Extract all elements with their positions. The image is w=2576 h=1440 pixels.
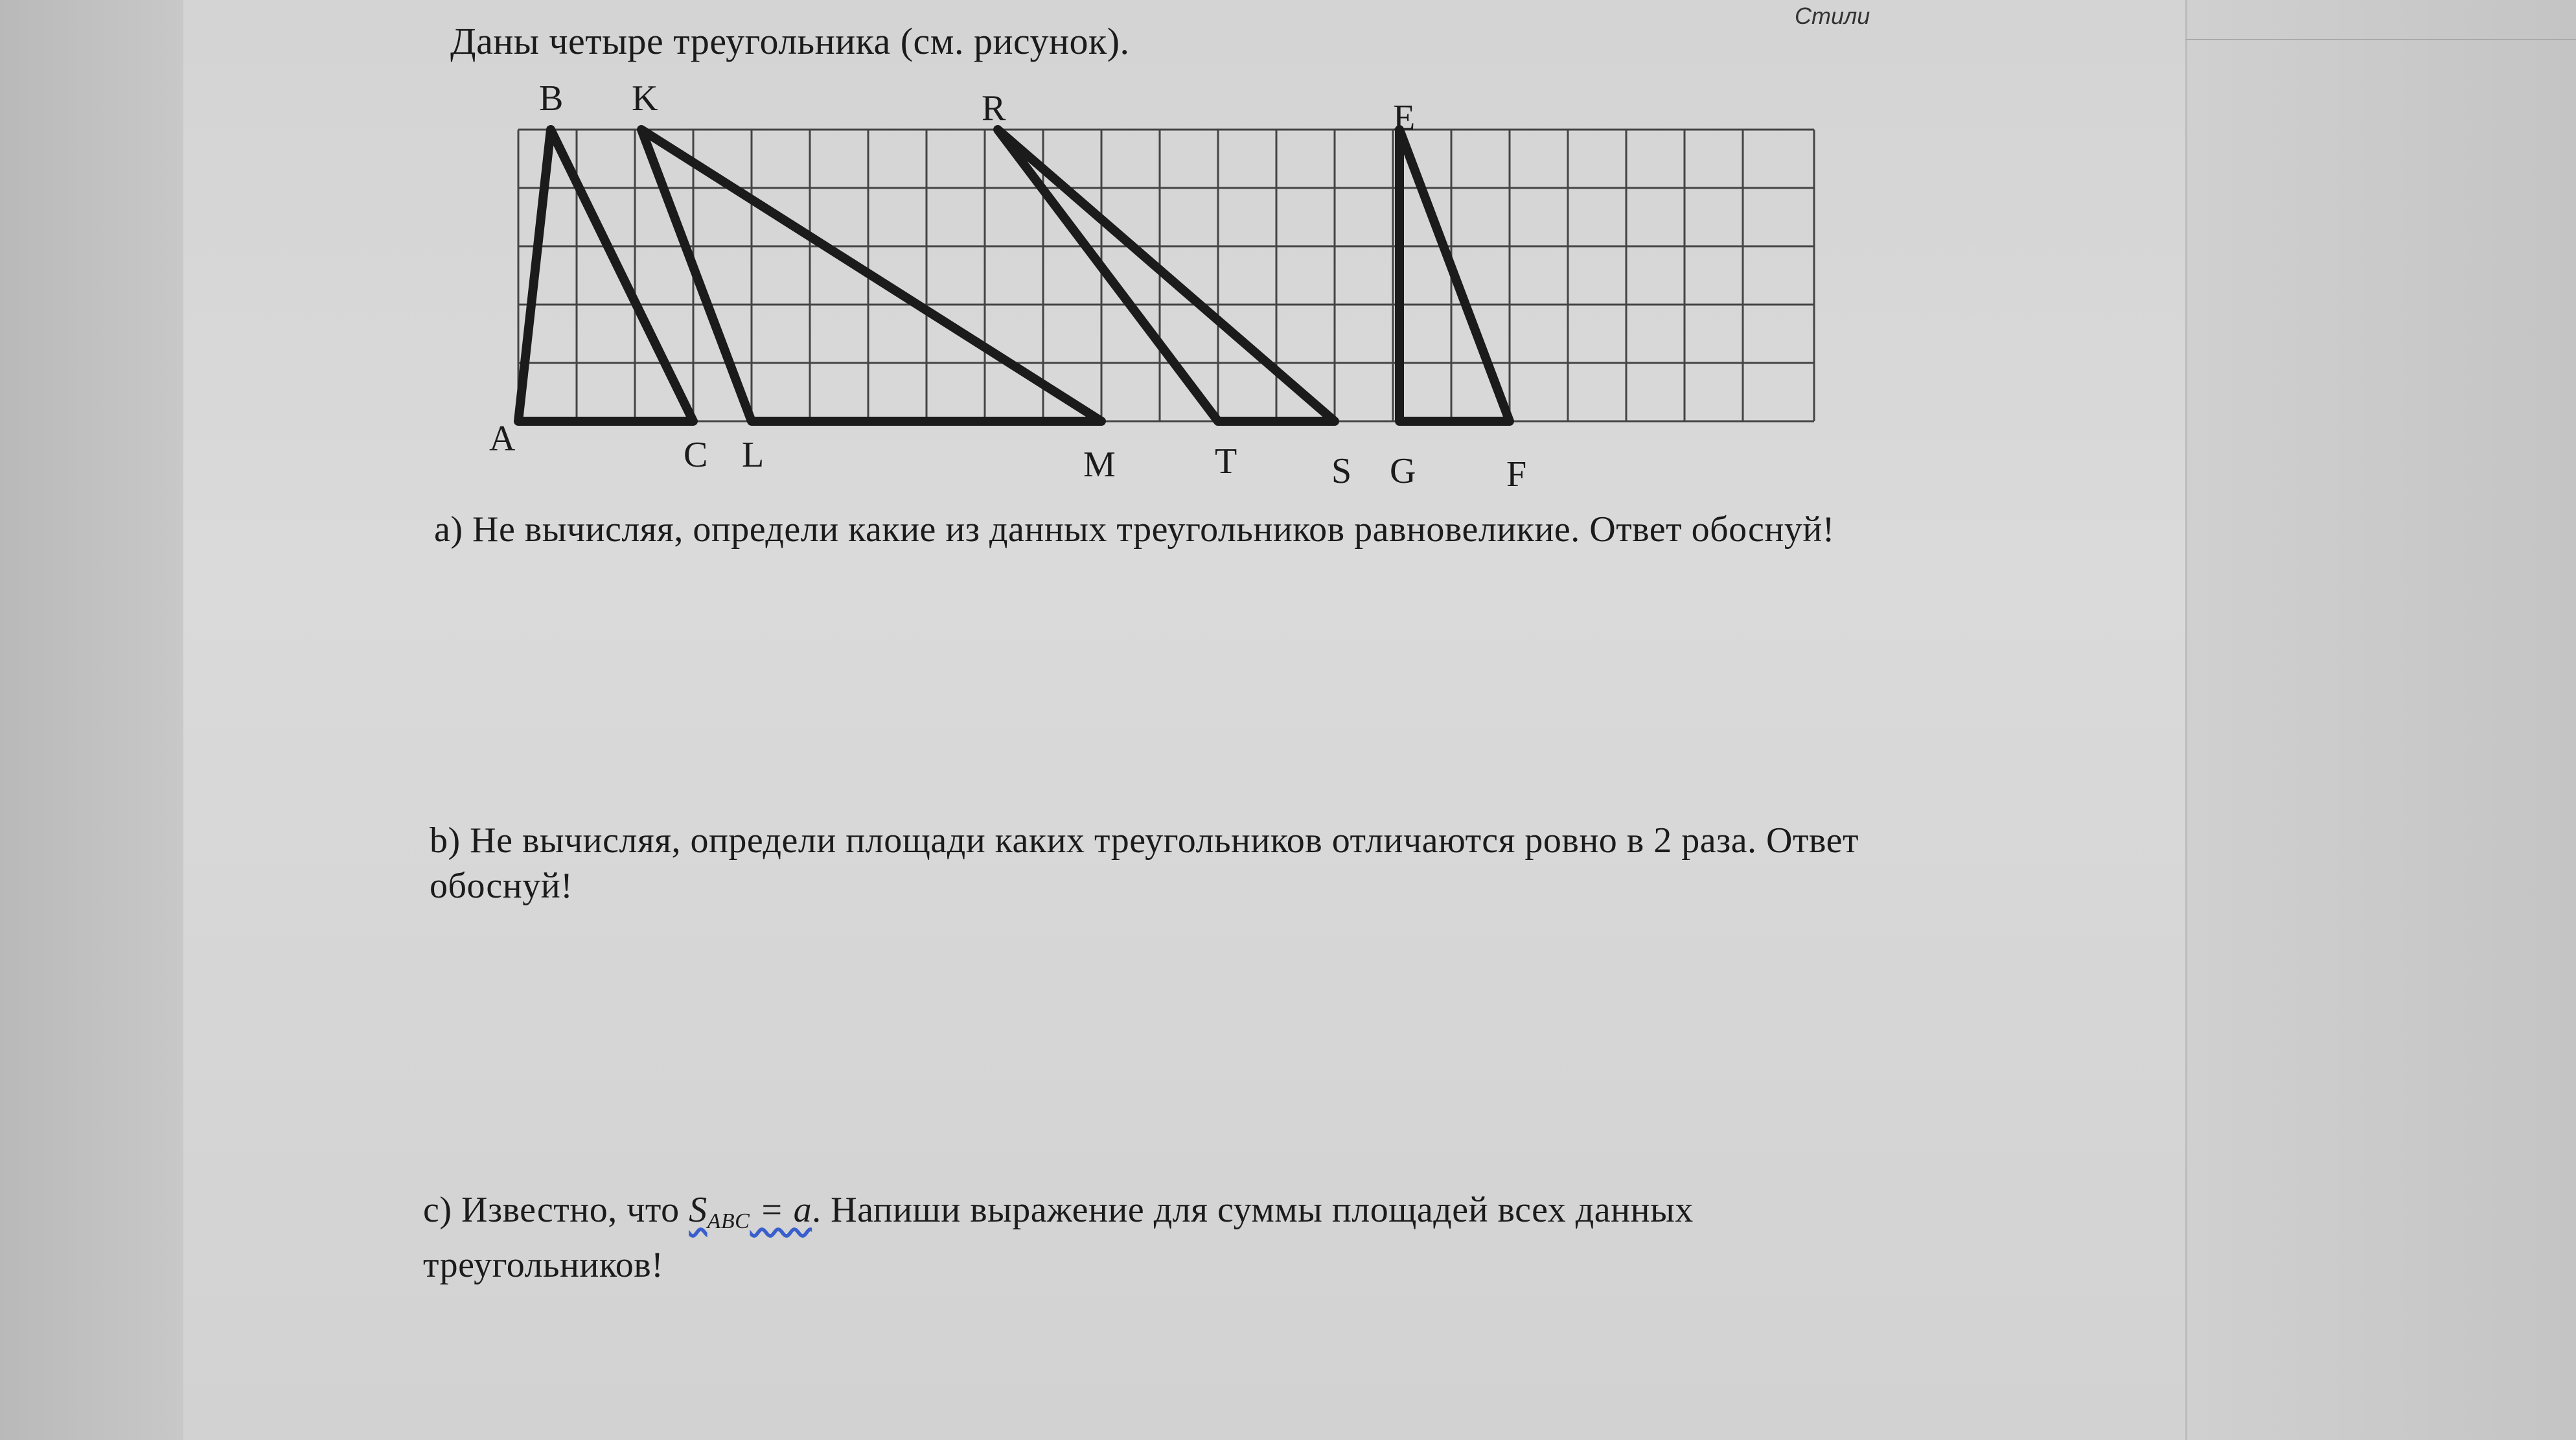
point-a-label: A	[489, 419, 516, 459]
styles-panel	[2185, 0, 2576, 1440]
question-c-line1	[423, 1189, 1694, 1234]
styles-panel-title[interactable]: Стили	[1795, 3, 1870, 29]
question-b-line2: обоснуй!	[430, 866, 573, 906]
point-e-label: E	[1393, 98, 1416, 138]
question-c-suffix: . Напиши выражение для суммы площадей всех данных	[812, 1190, 1694, 1230]
task-intro: Даны четыре треугольника (см. рисунок).	[450, 20, 1130, 62]
point-c-label: C	[684, 435, 708, 475]
left-margin	[0, 0, 183, 1440]
point-g-label: G	[1390, 451, 1416, 491]
point-s-label: S	[1331, 451, 1352, 491]
point-t-label: T	[1215, 441, 1237, 482]
formula-rest: = a	[750, 1190, 812, 1230]
triangle-egf	[1399, 130, 1510, 421]
question-c-prefix: c) Известно, что	[423, 1190, 689, 1230]
question-c-line2: треугольников!	[423, 1245, 664, 1285]
formula-subscript: ABC	[707, 1209, 750, 1233]
question-a: a) Не вычисляя, определи какие из данных треугольников равновеликие. Ответ обоснуй!	[434, 509, 1835, 550]
formula-s: S	[689, 1190, 707, 1230]
question-b-line1: b) Не вычисляя, определи площади каких треугольников отличаются ровно в 2 раза. Ответ	[430, 820, 1859, 861]
point-m-label: M	[1083, 445, 1116, 485]
point-l-label: L	[742, 435, 765, 475]
point-k-label: K	[632, 78, 658, 119]
triangle-rts	[998, 130, 1335, 421]
point-f-label: F	[1506, 454, 1527, 494]
panel-divider	[2185, 39, 2576, 40]
point-b-label: B	[539, 78, 564, 119]
triangle-abc	[518, 130, 693, 421]
question-c-formula[interactable]	[689, 1190, 812, 1233]
point-r-label: R	[982, 88, 1006, 128]
